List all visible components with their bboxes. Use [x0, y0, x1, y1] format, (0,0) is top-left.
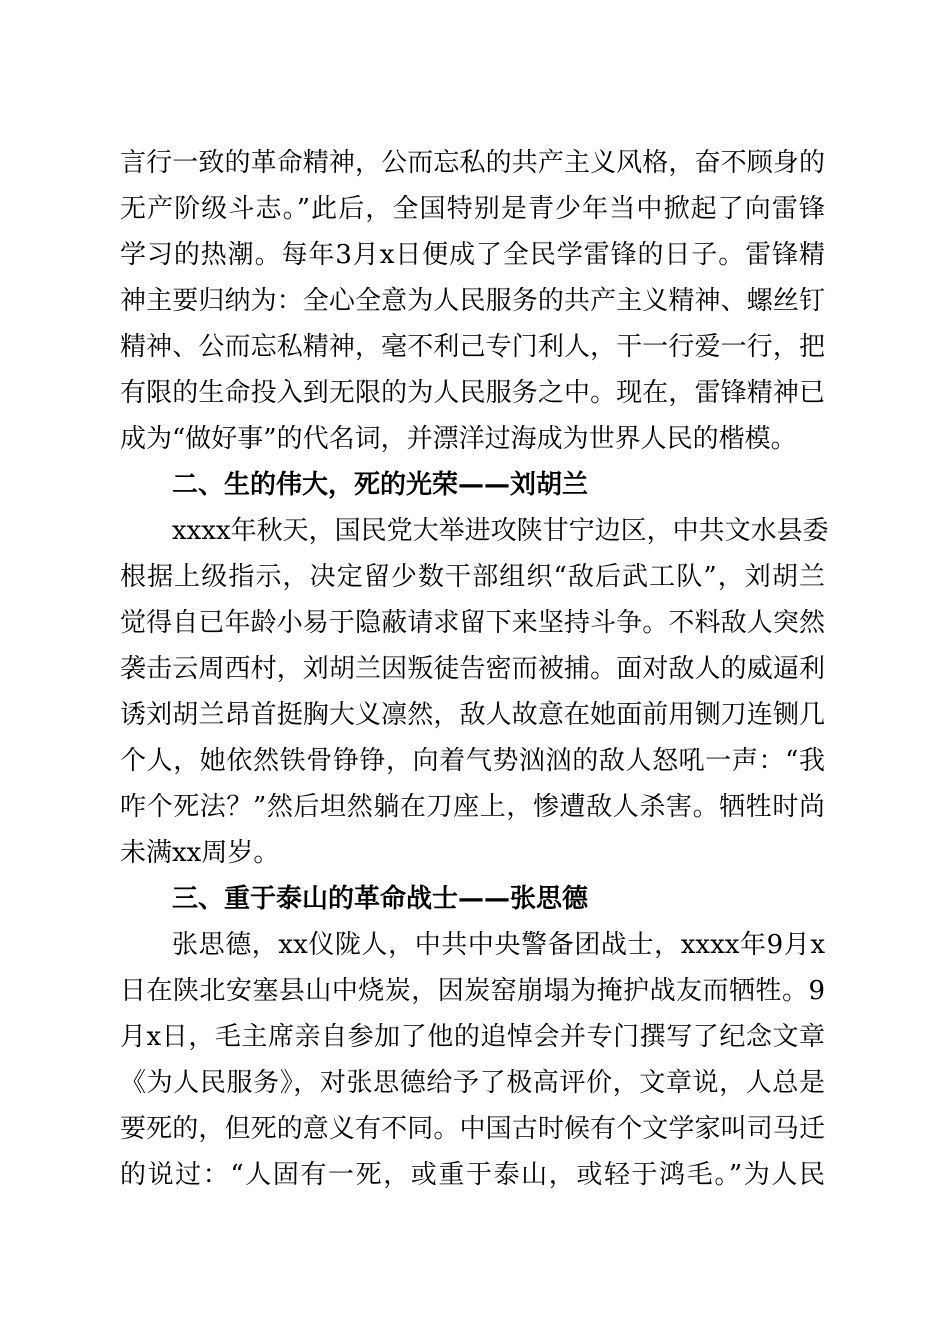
paragraph-liu-hulan	[120, 508, 829, 876]
text-line: 要死的，但死的意义有不同。中国古时候有个文学家叫司马迁	[120, 1114, 825, 1144]
text-line: 学习的热潮。每年3月x日便成了全民学雷锋的日子。雷锋精	[120, 240, 825, 270]
text-line: 精神、公而忘私精神，毫不利己专门利人，干一行爱一行，把	[120, 332, 825, 362]
text-line: 的说过：“人固有一死，或重于泰山，或轻于鸿毛。”为人民	[120, 1160, 825, 1190]
text-line: 神主要归纳为：全心全意为人民服务的共产主义精神、螺丝钉	[120, 286, 825, 316]
section-heading-zhang-side: 三、重于泰山的革命战士——张思德	[172, 884, 589, 914]
document-body	[120, 140, 829, 1198]
text-line: 日在陕北安塞县山中烧炭，因炭窑崩塌为掩护战友而牺牲。9	[120, 976, 825, 1006]
text-line: 月x日，毛主席亲自参加了他的追悼会并专门撰写了纪念文章	[120, 1022, 825, 1052]
text-line: 咋个死法？”然后坦然躺在刀座上，惨遭敌人杀害。牺牲时尚	[120, 792, 825, 822]
text-line: 无产阶级斗志。”此后，全国特别是青少年当中掀起了向雷锋	[120, 194, 825, 224]
text-line: xxxx年秋天，国民党大举进攻陕甘宁边区，中共文水县委	[172, 516, 829, 546]
text-line: 言行一致的革命精神，公而忘私的共产主义风格，奋不顾身的	[120, 148, 825, 178]
text-line: 袭击云周西村，刘胡兰因叛徒告密而被捕。面对敌人的威逼利	[120, 654, 825, 684]
text-line: 个人，她依然铁骨铮铮，向着气势汹汹的敌人怒吼一声：“我	[120, 746, 825, 776]
text-line: 觉得自已年龄小易于隐蔽请求留下来坚持斗争。不料敌人突然	[120, 608, 825, 638]
text-line: 成为“做好事”的代名词，并漂洋过海成为世界人民的楷模。	[120, 424, 797, 454]
text-line: 未满xx周岁。	[120, 838, 280, 868]
paragraph-zhang-side	[120, 922, 825, 1198]
text-line: 诱刘胡兰昂首挺胸大义凛然，敌人故意在她面前用铡刀连铡几	[120, 700, 825, 730]
text-line: 根据上级指示，决定留少数干部组织“敌后武工队”，刘胡兰	[120, 562, 825, 592]
paragraph-lei-feng	[120, 140, 825, 462]
text-line: 《为人民服务》，对张思德给予了极高评价，文章说，人总是	[120, 1068, 825, 1098]
text-line: 张思德，xx仪陇人，中共中央警备团战士，xxxx年9月x	[172, 930, 825, 960]
text-line: 有限的生命投入到无限的为人民服务之中。现在，雷锋精神已	[120, 378, 825, 408]
section-heading-liu-hulan: 二、生的伟大，死的光荣——刘胡兰	[172, 470, 589, 500]
